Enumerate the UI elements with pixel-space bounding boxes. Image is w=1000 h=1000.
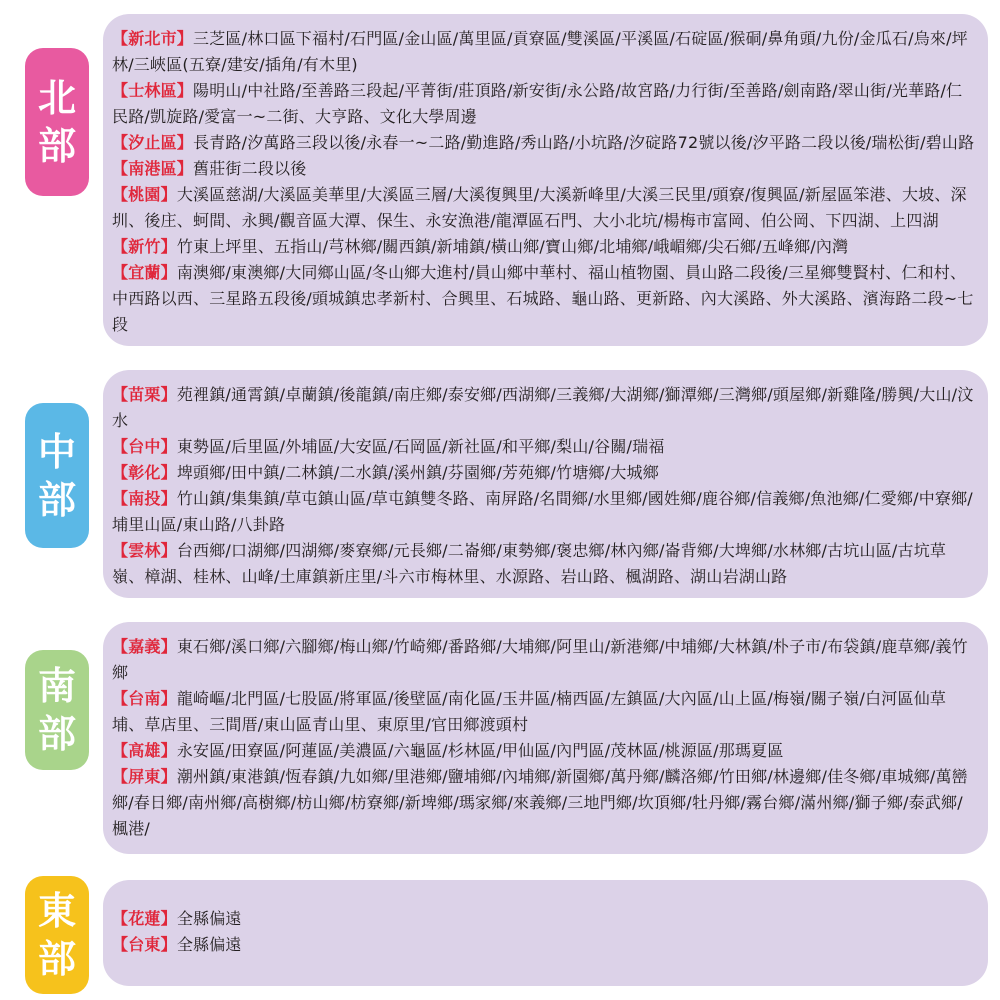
area-tag: 【彰化】 [112, 463, 177, 482]
badge-char: 部 [37, 712, 76, 756]
area-tag: 【嘉義】 [112, 637, 177, 656]
area-tag: 【台南】 [112, 689, 177, 708]
area-text: 南澳鄉/東澳鄉/大同鄉山區/冬山鄉大進村/員山鄉中華村、福山植物園、員山路二段後/三星鄉雙賢村、仁和村、中西路以西、三星路五段後/頭城鎮忠孝新村、合興里、石城路、龜山路、更新路、內大溪路、外大溪路、濱海路二段~七段 [112, 263, 974, 334]
north-region-panel [103, 14, 988, 346]
area-text: 三芝區/林口區下福村/石門區/金山區/萬里區/貢寮區/雙溪區/平溪區/石碇區/猴硐/鼻角頭/九份/金瓜石/烏來/坪林/三峽區(五寮/建安/插角/有木里) [112, 29, 968, 74]
area-tag: 【雲林】 [112, 541, 177, 560]
area-entry-changhua [112, 460, 976, 486]
area-entry-nantou [112, 486, 976, 538]
area-text: 竹山鎮/集集鎮/草屯鎮山區/草屯鎮雙冬路、南屏路/名間鄉/水里鄉/國姓鄉/鹿谷鄉/信義鄉/魚池鄉/仁愛鄉/中寮鄉/埔里山區/東山路/八卦路 [112, 489, 973, 534]
area-entry-taitung [112, 932, 976, 958]
east-region-badge [25, 876, 89, 994]
area-entry-xizhi [112, 130, 976, 156]
area-entry-shilin [112, 78, 976, 130]
area-text: 長青路/汐萬路三段以後/永春一~二路/勤進路/秀山路/小坑路/汐碇路72號以後/汐平路二段以後/瑞松街/碧山路 [193, 133, 975, 152]
central-region-badge [25, 403, 89, 548]
area-text: 全縣偏遠 [176, 909, 242, 928]
area-entry-tainan [112, 686, 976, 738]
area-text: 龍崎嶇/北門區/七股區/將軍區/後壁區/南化區/玉井區/楠西區/左鎮區/大內區/山上區/梅嶺/關子嶺/白河區仙草埔、草店里、三間厝/東山區青山里、東原里/官田鄉渡頭村 [112, 689, 947, 734]
area-tag: 【台中】 [112, 437, 177, 456]
badge-char: 北 [37, 76, 76, 120]
area-entry-nangang [112, 156, 976, 182]
area-text: 永安區/田寮區/阿蓮區/美濃區/六龜區/杉林區/甲仙區/內門區/茂林區/桃源區/那瑪夏區 [176, 741, 784, 760]
area-tag: 【桃園】 [112, 185, 177, 204]
area-entry-kaohsiung [112, 738, 976, 764]
area-tag: 【台東】 [112, 935, 177, 954]
area-entry-new-taipei [112, 26, 976, 78]
area-tag: 【新北市】 [112, 29, 194, 48]
area-text: 陽明山/中社路/至善路三段起/平菁街/莊頂路/新安街/永公路/故宮路/力行街/至善路/劍南路/翠山街/光華路/仁民路/凱旋路/愛富一~二街、大亨路、文化大學周邊 [112, 81, 963, 126]
area-entry-pingtung [112, 764, 976, 842]
area-tag: 【宜蘭】 [112, 263, 177, 282]
area-tag: 【南港區】 [112, 159, 194, 178]
badge-char: 部 [37, 937, 76, 981]
area-text: 東石鄉/溪口鄉/六腳鄉/梅山鄉/竹崎鄉/番路鄉/大埔鄉/阿里山/新港鄉/中埔鄉/大林鎮/朴子市/布袋鎮/鹿草鄉/義竹鄉 [112, 637, 968, 682]
area-text: 東勢區/后里區/外埔區/大安區/石岡區/新社區/和平鄉/梨山/谷關/瑞福 [176, 437, 665, 456]
area-entry-hualien [112, 906, 976, 932]
area-entry-chiayi [112, 634, 976, 686]
badge-char: 南 [37, 664, 76, 708]
area-tag: 【屏東】 [112, 767, 177, 786]
area-tag: 【花蓮】 [112, 909, 177, 928]
area-tag: 【南投】 [112, 489, 177, 508]
east-region-panel [103, 880, 988, 986]
badge-char: 部 [37, 124, 76, 168]
area-text: 舊莊街二段以後 [193, 159, 307, 178]
area-entry-yilan [112, 260, 976, 338]
south-region-panel [103, 622, 988, 854]
central-region-panel [103, 370, 988, 598]
area-entry-hsinchu [112, 234, 976, 260]
badge-char: 中 [37, 429, 76, 474]
area-text: 苑裡鎮/通霄鎮/卓蘭鎮/後龍鎮/南庄鄉/泰安鄉/西湖鄉/三義鄉/大湖鄉/獅潭鄉/三灣鄉/頭屋鄉/新雞隆/勝興/大山/汶水 [112, 385, 974, 430]
area-tag: 【高雄】 [112, 741, 177, 760]
area-tag: 【汐止區】 [112, 133, 194, 152]
area-text: 竹東上坪里、五指山/芎林鄉/關西鎮/新埔鎮/橫山鄉/寶山鄉/北埔鄉/峨嵋鄉/尖石鄉/五峰鄉/內灣 [176, 237, 849, 256]
area-entry-yunlin [112, 538, 976, 590]
area-tag: 【新竹】 [112, 237, 177, 256]
area-text: 潮州鎮/東港鎮/恆春鎮/九如鄉/里港鄉/鹽埔鄉/內埔鄉/新園鄉/萬丹鄉/麟洛鄉/竹田鄉/林邊鄉/佳冬鄉/車城鄉/萬巒鄉/春日鄉/南州鄉/高樹鄉/枋山鄉/枋寮鄉/新埤鄉/瑪家鄉/來義鄉/三地門鄉/坎頂鄉/牡丹鄉/霧台鄉/滿州鄉/獅子鄉/泰武鄉/楓港/ [112, 767, 968, 838]
area-tag: 【苗栗】 [112, 385, 177, 404]
north-region-badge [25, 48, 89, 196]
area-entry-taichung [112, 434, 976, 460]
area-text: 埤頭鄉/田中鎮/二林鎮/二水鎮/溪州鎮/芬園鄉/芳苑鄉/竹塘鄉/大城鄉 [176, 463, 659, 482]
area-entry-miaoli [112, 382, 976, 434]
area-entry-taoyuan [112, 182, 976, 234]
area-tag: 【士林區】 [112, 81, 194, 100]
south-region-badge [25, 650, 89, 770]
area-text: 全縣偏遠 [176, 935, 242, 954]
badge-char: 部 [37, 477, 76, 522]
badge-char: 東 [37, 889, 76, 933]
area-text: 台西鄉/口湖鄉/四湖鄉/麥寮鄉/元長鄉/二崙鄉/東勢鄉/褒忠鄉/林內鄉/崙背鄉/大埤鄉/水林鄉/古坑山區/古坑草嶺、樟湖、桂林、山峰/土庫鎮新庄里/斗六市梅林里、水源路、岩山路、楓湖路、湖山岩湖山路 [112, 541, 947, 586]
area-text: 大溪區慈湖/大溪區美華里/大溪區三層/大溪復興里/大溪新峰里/大溪三民里/頭寮/復興區/新屋區笨港、大坡、深圳、後庄、蚵間、永興/觀音區大潭、保生、永安漁港/龍潭區石門、大小北坑/楊梅市富岡、伯公岡、下四湖、上四湖 [112, 185, 967, 230]
